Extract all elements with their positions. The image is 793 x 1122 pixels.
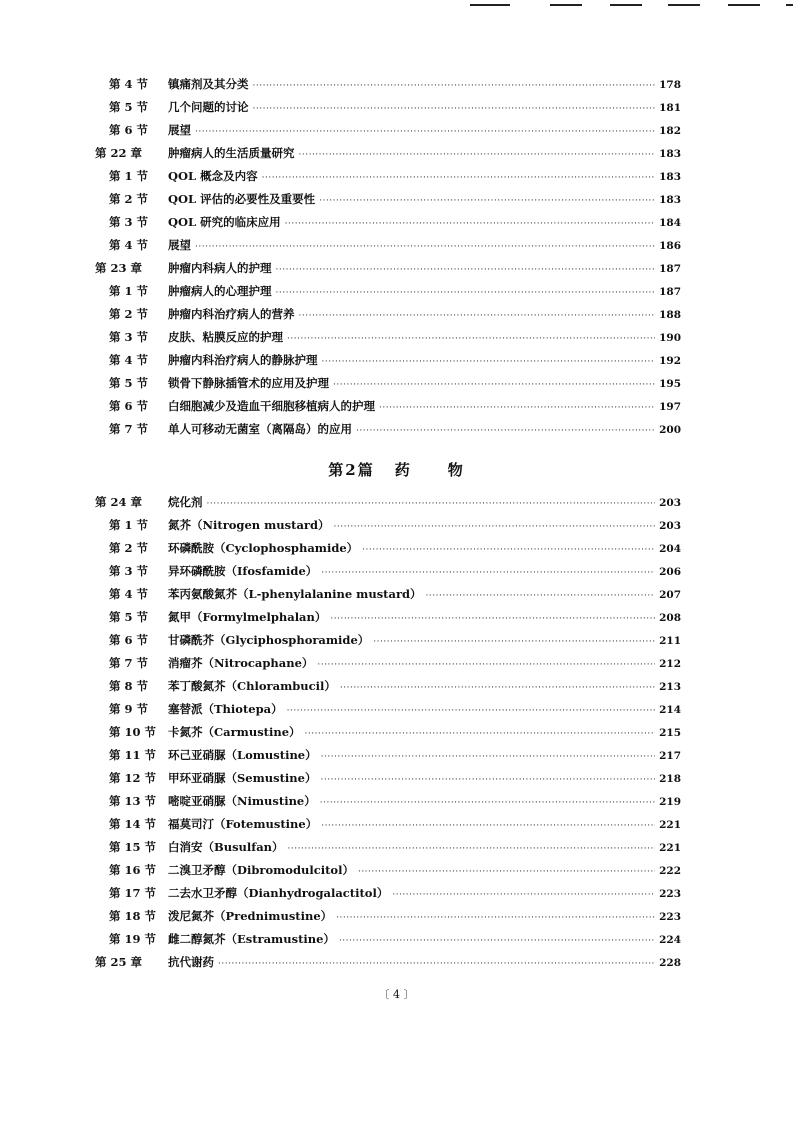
toc-chapter-entry[interactable] [95, 260, 681, 283]
toc-section-entry[interactable] [95, 122, 681, 145]
entry-page: 187 [659, 286, 681, 298]
entry-title: 塞替派（Thiotepa） [168, 702, 283, 716]
dot-leader [379, 403, 655, 413]
dot-leader [285, 219, 655, 229]
dot-leader [333, 380, 655, 390]
entry-number: 第 14 节 [109, 817, 157, 831]
dot-leader [362, 545, 655, 555]
toc-section-entry[interactable] [95, 517, 681, 540]
entry-number: 第 4 节 [109, 353, 149, 367]
entry-title: 白消安（Busulfan） [168, 840, 284, 854]
entry-number: 第 2 节 [109, 307, 149, 321]
entry-title: 苯丁酸氮芥（Chlorambucil） [168, 679, 336, 693]
toc-section-entry[interactable] [95, 747, 681, 770]
part-number: 第2篇 [328, 461, 375, 479]
dot-leader [288, 844, 656, 854]
scan-artifact [668, 4, 700, 6]
entry-page: 223 [659, 888, 681, 900]
entry-title: 肿瘤内科治疗病人的静脉护理 [168, 353, 318, 367]
entry-page: 200 [659, 424, 681, 436]
entry-title: 苯丙氨酸氮芥（L-phenylalanine mustard） [168, 587, 422, 601]
entry-title: 氮芥（Nitrogen mustard） [168, 518, 330, 532]
toc-section-entry[interactable] [95, 816, 681, 839]
dot-leader [319, 196, 655, 206]
entry-number: 第 3 节 [109, 330, 149, 344]
entry-title: 二去水卫矛醇（Dianhydrogalactitol） [168, 886, 389, 900]
entry-number: 第 25 章 [95, 955, 143, 969]
entry-title: 环己亚硝脲（Lomustine） [168, 748, 317, 762]
entry-number: 第 1 节 [109, 518, 149, 532]
entry-title: 卡氮芥（Carmustine） [168, 725, 301, 739]
entry-title: 几个问题的讨论 [168, 100, 249, 114]
dot-leader [330, 614, 655, 624]
toc-section-entry[interactable] [95, 586, 681, 609]
entry-page: 203 [659, 497, 681, 509]
scan-artifact [550, 4, 582, 6]
toc-section-entry[interactable] [95, 76, 681, 99]
toc-block-1 [95, 76, 681, 444]
entry-page: 215 [659, 727, 681, 739]
entry-page: 195 [659, 378, 681, 390]
entry-number: 第 11 节 [109, 748, 157, 762]
entry-number: 第 5 节 [109, 100, 149, 114]
toc-section-entry[interactable] [95, 168, 681, 191]
toc-section-entry[interactable] [95, 724, 681, 747]
entry-page: 217 [659, 750, 681, 762]
entry-number: 第 2 节 [109, 192, 149, 206]
entry-title: 嘧啶亚硝脲（Nimustine） [168, 794, 316, 808]
dot-leader [358, 867, 655, 877]
scan-artifact [610, 4, 642, 6]
entry-title: 展望 [168, 123, 191, 137]
entry-title: 异环磷酰胺（Ifosfamide） [168, 564, 318, 578]
entry-page: 186 [659, 240, 681, 252]
dot-leader [195, 127, 655, 137]
part-title [0, 459, 793, 480]
entry-number: 第 17 节 [109, 886, 157, 900]
dot-leader [299, 311, 656, 321]
toc-section-entry[interactable] [95, 770, 681, 793]
toc-section-entry[interactable] [95, 793, 681, 816]
entry-number: 第 2 节 [109, 541, 149, 555]
entry-number: 第 10 节 [109, 725, 157, 739]
entry-title: QOL 研究的临床应用 [168, 215, 281, 229]
entry-title: 肿瘤内科病人的护理 [168, 261, 272, 275]
toc-section-entry[interactable] [95, 678, 681, 701]
entry-page: 183 [659, 194, 681, 206]
dot-leader [299, 150, 656, 160]
entry-number: 第 5 节 [109, 376, 149, 390]
entry-page: 197 [659, 401, 681, 413]
entry-title: 甲环亚硝脲（Semustine） [168, 771, 317, 785]
entry-number: 第 1 节 [109, 284, 149, 298]
entry-title: 消瘤芥（Nitrocaphane） [168, 656, 314, 670]
entry-title: 福莫司汀（Fotemustine） [168, 817, 318, 831]
entry-page: 188 [659, 309, 681, 321]
toc-section-entry[interactable] [95, 632, 681, 655]
dot-leader [336, 913, 655, 923]
scan-artifact [728, 4, 760, 6]
toc-chapter-entry[interactable] [95, 494, 681, 517]
toc-section-entry[interactable] [95, 540, 681, 563]
entry-number: 第 3 节 [109, 215, 149, 229]
page-number: 〔 4 〕 [378, 988, 415, 1001]
entry-number: 第 16 节 [109, 863, 157, 877]
entry-title: 展望 [168, 238, 191, 252]
toc-section-entry[interactable] [95, 99, 681, 122]
dot-leader [320, 798, 655, 808]
entry-title: QOL 概念及内容 [168, 169, 258, 183]
dot-leader [287, 706, 655, 716]
entry-page: 187 [659, 263, 681, 275]
entry-page: 219 [659, 796, 681, 808]
toc-section-entry[interactable] [95, 908, 681, 931]
dot-leader [253, 104, 656, 114]
entry-page: 224 [659, 934, 681, 946]
entry-number: 第 4 节 [109, 77, 149, 91]
dot-leader [426, 591, 656, 601]
entry-title: 单人可移动无菌室（离隔岛）的应用 [168, 422, 352, 436]
dot-leader [334, 522, 656, 532]
scan-artifact [470, 4, 510, 6]
dot-leader [218, 959, 655, 969]
entry-page: 190 [659, 332, 681, 344]
entry-number: 第 22 章 [95, 146, 143, 160]
toc-section-entry[interactable] [95, 237, 681, 260]
entry-title: 甘磷酰芥（Glyciphosphoramide） [168, 633, 370, 647]
dot-leader [276, 265, 656, 275]
entry-page: 183 [659, 148, 681, 160]
entry-title: 环磷酰胺（Cyclophosphamide） [168, 541, 359, 555]
toc-section-entry[interactable] [95, 421, 681, 444]
entry-page: 181 [659, 102, 681, 114]
entry-title: 泼尼氮芥（Prednimustine） [168, 909, 333, 923]
entry-number: 第 1 节 [109, 169, 149, 183]
entry-number: 第 6 节 [109, 399, 149, 413]
part-word-1: 药 [394, 461, 412, 479]
entry-number: 第 4 节 [109, 587, 149, 601]
entry-title: 抗代谢药 [168, 955, 214, 969]
dot-leader [356, 426, 655, 436]
entry-page: 208 [659, 612, 681, 624]
toc-section-entry[interactable] [95, 283, 681, 306]
toc-block-2 [95, 494, 681, 977]
entry-number: 第 5 节 [109, 610, 149, 624]
dot-leader [340, 683, 655, 693]
entry-number: 第 4 节 [109, 238, 149, 252]
entry-page: 184 [659, 217, 681, 229]
entry-number: 第 15 节 [109, 840, 157, 854]
entry-number: 第 3 节 [109, 564, 149, 578]
toc-section-entry[interactable] [95, 398, 681, 421]
toc-section-entry[interactable] [95, 885, 681, 908]
dot-leader [321, 568, 655, 578]
toc-section-entry[interactable] [95, 655, 681, 678]
entry-number: 第 18 节 [109, 909, 157, 923]
entry-page: 204 [659, 543, 681, 555]
dot-leader [373, 637, 655, 647]
toc-section-entry[interactable] [95, 609, 681, 632]
entry-title: 锁骨下静脉插管术的应用及护理 [168, 376, 329, 390]
entry-title: 白细胞减少及造血干细胞移植病人的护理 [168, 399, 375, 413]
entry-number: 第 24 章 [95, 495, 143, 509]
toc-section-entry[interactable] [95, 329, 681, 352]
dot-leader [320, 775, 655, 785]
entry-page: 183 [659, 171, 681, 183]
dot-leader [287, 334, 655, 344]
toc-section-entry[interactable] [95, 701, 681, 724]
entry-title: 肿瘤内科治疗病人的营养 [168, 307, 295, 321]
entry-number: 第 6 节 [109, 123, 149, 137]
entry-title: 镇痛剂及其分类 [168, 77, 249, 91]
toc-section-entry[interactable] [95, 931, 681, 954]
toc-section-entry[interactable] [95, 375, 681, 398]
toc-section-entry[interactable] [95, 839, 681, 862]
entry-title: 皮肤、粘膜反应的护理 [168, 330, 283, 344]
entry-number: 第 7 节 [109, 656, 149, 670]
entry-page: 203 [659, 520, 681, 532]
dot-leader [305, 729, 656, 739]
entry-title: 烷化剂 [168, 495, 203, 509]
toc-section-entry[interactable] [95, 306, 681, 329]
entry-number: 第 7 节 [109, 422, 149, 436]
dot-leader [321, 752, 655, 762]
entry-page: 211 [659, 635, 681, 647]
entry-page: 223 [659, 911, 681, 923]
dot-leader [276, 288, 656, 298]
part-word-2: 物 [447, 461, 465, 479]
entry-number: 第 19 节 [109, 932, 157, 946]
toc-section-entry[interactable] [95, 214, 681, 237]
entry-page: 228 [659, 957, 681, 969]
entry-number: 第 12 节 [109, 771, 157, 785]
entry-title: QOL 评估的必要性及重要性 [168, 192, 316, 206]
entry-title: 雌二醇氮芥（Estramustine） [168, 932, 335, 946]
entry-page: 214 [659, 704, 681, 716]
toc-chapter-entry[interactable] [95, 145, 681, 168]
entry-number: 第 13 节 [109, 794, 157, 808]
dot-leader [253, 81, 656, 91]
dot-leader [321, 821, 655, 831]
dot-leader [339, 936, 655, 946]
entry-page: 218 [659, 773, 681, 785]
entry-page: 221 [659, 842, 681, 854]
entry-page: 182 [659, 125, 681, 137]
entry-number: 第 6 节 [109, 633, 149, 647]
toc-section-entry[interactable] [95, 563, 681, 586]
entry-page: 213 [659, 681, 681, 693]
entry-number: 第 8 节 [109, 679, 149, 693]
toc-chapter-entry[interactable] [95, 954, 681, 977]
entry-title: 肿瘤病人的生活质量研究 [168, 146, 295, 160]
entry-page: 212 [659, 658, 681, 670]
entry-title: 肿瘤病人的心理护理 [168, 284, 272, 298]
entry-page: 178 [659, 79, 681, 91]
dot-leader [195, 242, 655, 252]
entry-number: 第 9 节 [109, 702, 149, 716]
dot-leader [392, 890, 655, 900]
toc-section-entry[interactable] [95, 191, 681, 214]
entry-number: 第 23 章 [95, 261, 143, 275]
entry-page: 192 [659, 355, 681, 367]
entry-page: 207 [659, 589, 681, 601]
dot-leader [317, 660, 655, 670]
entry-page: 206 [659, 566, 681, 578]
dot-leader [322, 357, 656, 367]
entry-page: 221 [659, 819, 681, 831]
toc-section-entry[interactable] [95, 352, 681, 375]
toc-section-entry[interactable] [95, 862, 681, 885]
entry-page: 222 [659, 865, 681, 877]
entry-title: 二溴卫矛醇（Dibromodulcitol） [168, 863, 354, 877]
dot-leader [262, 173, 655, 183]
scan-artifact [786, 4, 793, 6]
entry-title: 氮甲（Formylmelphalan） [168, 610, 327, 624]
dot-leader [207, 499, 656, 509]
